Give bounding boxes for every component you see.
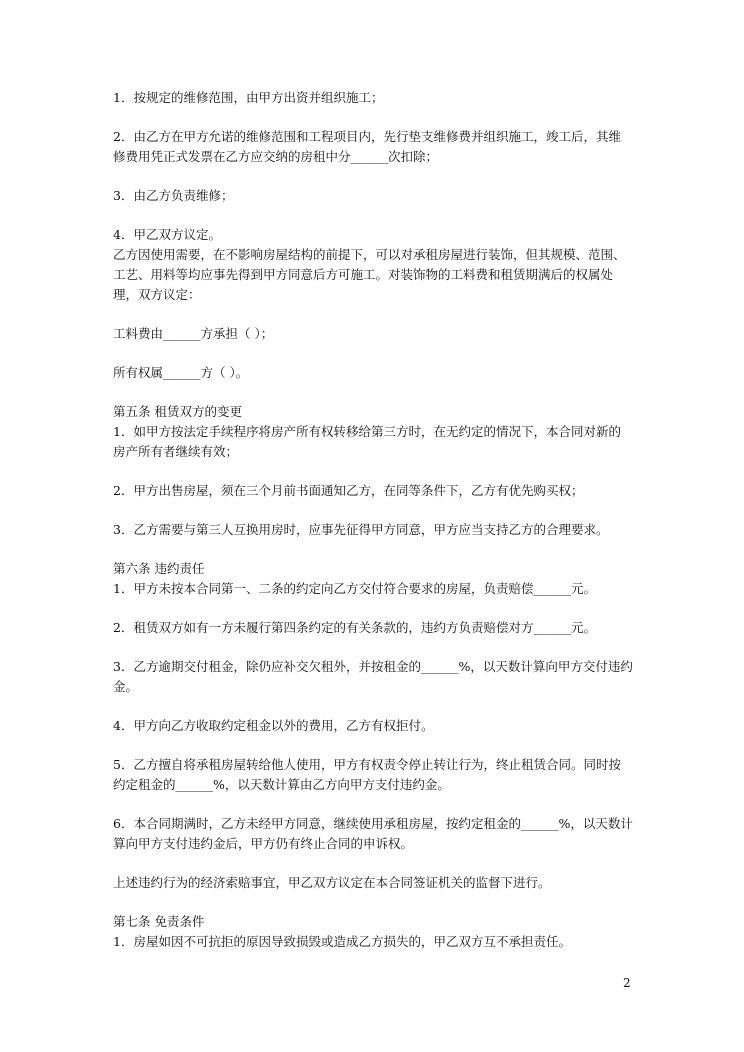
section-heading: 第七条 免责条件 bbox=[113, 914, 205, 929]
paragraph: 4．甲乙双方议定。 bbox=[113, 227, 221, 242]
paragraph: 6．本合同期满时，乙方未经甲方同意，继续使用承租房屋，按约定租金的______%，以天数计算向甲方支付违约金后，甲方仍有终止合同的申诉权。 bbox=[113, 816, 633, 851]
paragraph: 1．按规定的维修范围，由甲方出资并组织施工； bbox=[113, 90, 384, 105]
paragraph: 2．甲方出售房屋，须在三个月前书面通知乙方，在同等条件下，乙方有优先购买权； bbox=[113, 483, 584, 498]
paragraph: 5．乙方擅自将承租房屋转给他人使用，甲方有权责令停止转让行为，终止租赁合同。同时按约定租金的______%，以天数计算由乙方向甲方支付违约金。 bbox=[113, 757, 621, 792]
section-heading: 第五条 租赁双方的变更 bbox=[113, 404, 242, 419]
paragraph: 1．如甲方按法定手续程序将房产所有权转移给第三方时，在无约定的情况下，本合同对新的房产所有者继续有效； bbox=[113, 424, 621, 459]
page-number: 2 bbox=[623, 976, 631, 990]
paragraph: 所有权属______方（ ）。 bbox=[113, 365, 249, 380]
paragraph: 4．甲方向乙方收取约定租金以外的费用，乙方有权拒付。 bbox=[113, 718, 434, 733]
paragraph: 3．乙方逾期交付租金，除仍应补交欠租外，并按租金的______%，以天数计算向甲方交付违约金。 bbox=[113, 659, 633, 694]
paragraph: 3．由乙方负责维修； bbox=[113, 188, 234, 203]
section-heading: 第六条 违约责任 bbox=[113, 561, 205, 576]
paragraph: 乙方因使用需要，在不影响房屋结构的前提下，可以对承租房屋进行装饰，但其规模、范围、工艺、用料等均应事先得到甲方同意后方可施工。对装饰物的工料费和租赁期满后的权属处理，双方议定： bbox=[113, 247, 626, 302]
paragraph: 2．租赁双方如有一方未履行第四条约定的有关条款的，违约方负责赔偿对方______元。 bbox=[113, 620, 596, 635]
paragraph: 工料费由______方承担（ ）； bbox=[113, 326, 274, 341]
document-body bbox=[113, 88, 633, 952]
paragraph: 上述违约行为的经济索赔事宜，甲乙双方议定在本合同签证机关的监督下进行。 bbox=[113, 875, 551, 890]
paragraph: 1．甲方未按本合同第一、二条的约定向乙方交付符合要求的房屋，负责赔偿______元。 bbox=[113, 581, 596, 596]
paragraph: 1．房屋如因不可抗拒的原因导致损毁或造成乙方损失的，甲乙双方互不承担责任。 bbox=[113, 934, 571, 949]
paragraph: 2．由乙方在甲方允诺的维修范围和工程项目内，先行垫支维修费并组织施工，竣工后，其维修费用凭正式发票在乙方应交纳的房租中分______次扣除； bbox=[113, 129, 621, 164]
paragraph: 3．乙方需要与第三人互换用房时，应事先征得甲方同意，甲方应当支持乙方的合理要求。 bbox=[113, 522, 609, 537]
